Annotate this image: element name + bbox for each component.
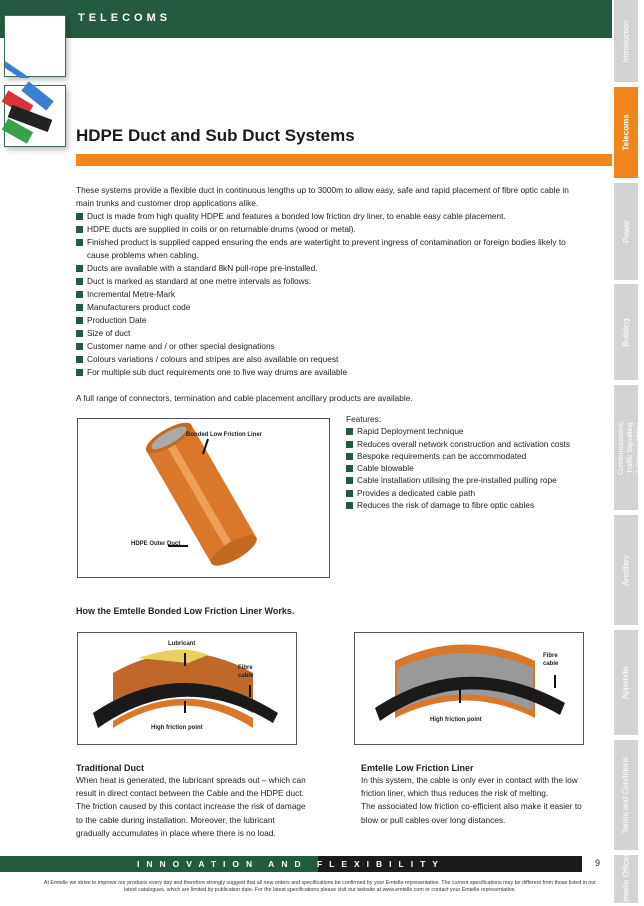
friction-label: High friction point — [151, 725, 203, 731]
disclaimer: At Emtelle we strive to improve our products every day and therefore strongly suggest that all new orders and specifications be confirmed by your Emtelle representative. The current specifications may be different from those listed in our latest catalogues, which are limited by publication date. For the latest specifications please visit our website at www.emtelle.com or contact your Emtelle representative. — [43, 880, 597, 893]
outer-duct-label: HDPE Outer Duct — [131, 541, 181, 547]
intro-text: These systems provide a flexible duct in continuous lengths up to 3000m to allow easy, safe and rapid placement of fibre optic cable in main trunks and customer drop applications alike. — [76, 185, 569, 208]
orange-divider — [76, 154, 612, 166]
side-tab-introduction[interactable] — [614, 0, 638, 82]
side-tab-label: Emtelle Offices — [621, 852, 631, 906]
friction-label-right: High friction point — [430, 717, 482, 723]
emtelle-text-2: The associated low friction co-efficient also make it easier to blow or pull cables over long distances. — [361, 801, 582, 825]
thumbnail-image-ducts — [4, 85, 66, 147]
fibre-label-right: Fibre — [543, 653, 558, 659]
features-section — [346, 413, 596, 511]
fibre-label: Fibre — [238, 665, 253, 671]
how-heading: How the Emtelle Bonded Low Friction Liner Works. — [76, 606, 295, 616]
side-tab-building[interactable] — [614, 284, 638, 380]
traditional-heading: Traditional Duct — [76, 763, 145, 773]
bullet-item: Duct is marked as standard at one metre intervals as follows: — [76, 275, 576, 288]
side-tab-label: Introduction — [621, 20, 631, 62]
features-heading: Features: — [346, 414, 382, 424]
bullet-item: Production Date — [76, 314, 576, 327]
side-tab-telecoms[interactable] — [614, 87, 638, 178]
side-tab-label: Building — [621, 317, 631, 347]
bullet-item: Colours variations / colours and stripes are also available on request — [76, 353, 576, 366]
intro-section — [76, 184, 576, 405]
feature-item: Provides a dedicated cable path — [346, 487, 596, 499]
lubricant-label: Lubricant — [168, 641, 196, 647]
side-tab-appendix[interactable] — [614, 630, 638, 735]
bullet-item: Ducts are available with a standard 8kN pull-rope pre-installed. — [76, 262, 576, 275]
footer-tagline: INNOVATION AND FLEXIBILITY — [137, 859, 445, 869]
side-tab-label: Ancillary — [621, 554, 631, 586]
page-title: HDPE Duct and Sub Duct Systems — [76, 126, 355, 145]
low-friction-diagram — [354, 632, 584, 745]
feature-item: Cable blowable — [346, 462, 596, 474]
ancillary-text: A full range of connectors, termination and cable placement ancillary products are available. — [76, 393, 413, 403]
feature-item: Reduces overall network construction and activation costs — [346, 438, 596, 450]
bullet-item: Manufacturers product code — [76, 301, 576, 314]
bullet-list — [76, 210, 576, 379]
emtelle-heading: Emtelle Low Friction Liner — [361, 763, 474, 773]
feature-item: Bespoke requirements can be accommodated — [346, 450, 596, 462]
section-title: TELECOMS — [78, 12, 172, 24]
features-list — [346, 425, 596, 511]
side-tab-cctv[interactable] — [609, 385, 644, 510]
bullet-item: For multiple sub duct requirements one to five way drums are available — [76, 366, 576, 379]
side-tab-emtelle[interactable] — [614, 852, 638, 906]
duct-figure — [77, 418, 330, 578]
side-tab-ancillary[interactable] — [614, 515, 638, 625]
bullet-item: Size of duct — [76, 327, 576, 340]
emtelle-liner-section — [361, 762, 591, 827]
emtelle-text-1: In this system, the cable is only ever in contact with the low friction liner, which thus reduces the risk of melting. — [361, 775, 578, 799]
bullet-item: HDPE ducts are supplied in coils or on returnable drums (wood or metal). — [76, 223, 576, 236]
side-tab-label: Power — [621, 220, 631, 243]
side-tab-label: Terms and Conditions — [621, 756, 631, 834]
cable-label-right: cable — [543, 661, 559, 667]
section-header — [0, 0, 612, 38]
cable-label: cable — [238, 673, 254, 679]
side-tab-label: Telecoms — [621, 114, 631, 151]
side-tab-power[interactable] — [614, 183, 638, 280]
page-number: 9 — [595, 858, 601, 868]
feature-item: Reduces the risk of damage to fibre optic cables — [346, 499, 596, 511]
feature-item: Rapid Deployment technique — [346, 425, 596, 437]
thumbnail-image-1 — [4, 15, 66, 77]
bullet-item: Customer name and / or other special designations — [76, 340, 576, 353]
traditional-duct-diagram — [77, 632, 297, 745]
side-tab-label: CCTV, Motorway Communications, Traffic Signalling & Street Lighting — [609, 420, 644, 475]
traditional-text: When heat is generated, the lubricant spreads out – which can result in direct contact between the Cable and the HDPE duct. The friction caused by this contact increase the risk of damage to the cable during installation. Moreover, the lubricant gradually accumulates in place where there is no load. — [76, 775, 306, 838]
bullet-item: Duct is made from high quality HDPE and features a bonded low friction dry liner, to enable easy cable placement. — [76, 210, 576, 223]
feature-item: Cable installation utilising the pre-installed pulling rope — [346, 474, 596, 486]
liner-label: Bonded Low Friction Liner — [186, 432, 262, 438]
traditional-duct-section — [76, 762, 306, 840]
side-tab-terms[interactable] — [614, 740, 638, 850]
bullet-item: Finished product is supplied capped ensuring the ends are watertight to prevent ingress of contamination or foreign bodies likely to cause problems when cabling. — [76, 236, 576, 262]
side-tab-label: Appendix — [621, 665, 631, 700]
bullet-item: Incremental Metre-Mark — [76, 288, 576, 301]
